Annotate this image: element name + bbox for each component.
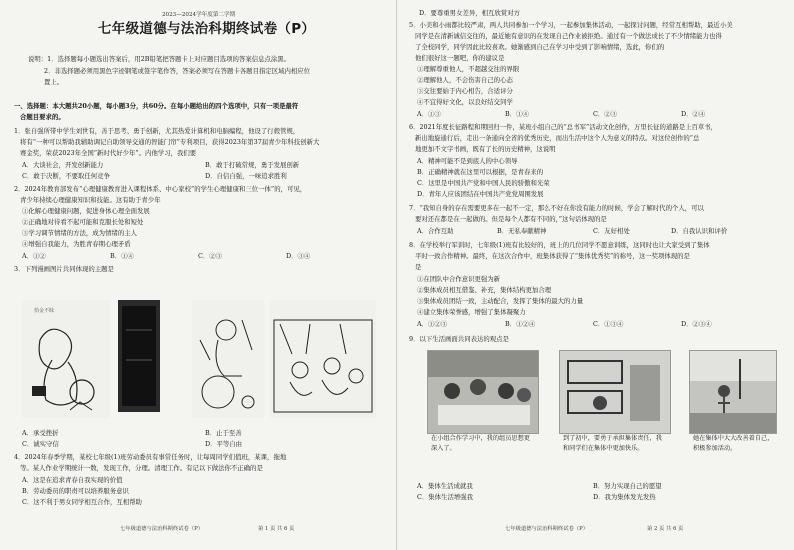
statement-item: ④建立集体荣誉感，增强了集体凝聚力 [417,308,526,316]
option-d: D．③④ [286,252,311,260]
statement-item: ③学习调节情绪的方法，成为情绪的主人 [22,229,138,237]
option-d: D．②③④ [681,320,712,328]
page-footer-title: 七年级道德与法治科期终试卷（P） [505,526,589,532]
option-a: A．承受挫折 [22,429,59,437]
option-b: B．劳动委员的职责可以培养服务意识 [22,487,129,495]
option-a: A．集体生活成就我 [417,482,473,490]
question-8-text: 平时一致合作精神。最终，在这次合作中，班集体获得了“集体优秀奖”的称号，这一奖项体现的是 [415,252,690,260]
option-a: A．①②③ [417,320,448,328]
question-7-text: 要对还在都是在一起做的。但是每个人都有不同的，”这句话体现的是 [415,215,607,223]
option-a: A．①② [22,252,46,260]
cartoon-label: 拾金不昧 [34,308,55,314]
option-d: D．青年人应该团结在中国共产党党周围发展 [417,190,544,198]
question-9-text: 9．以下生活画面共同表达的观点是 [409,335,509,343]
option-d: D．自我认识和评价 [671,227,728,235]
statement-item: ③集体成员团结一致，主动配合，发挥了集体的最大的力量 [417,297,584,305]
option-c: C．②③ [198,252,223,260]
option-d: D．要尊重男女差异，相互欣赏对方 [419,9,520,17]
photo-caption: 在小组合作学习中，我的组员思想更深入了。 [431,435,530,452]
question-5-text: 了全校同学，同学因此比较喜欢。她渐感到自己在学习中受到了影响情绪，选此，你们的 [415,43,665,51]
section-heading: 一、选择题：本大题共20小题，每小题3分，共60分。在每小题给出的四个选项中，只有一项是最符 [14,102,299,110]
question-1-text: 赛金奖，荣获2023年全国“新时代好少年”。内他学习，我们要 [20,149,197,157]
note-line: 说明：1．选择题每小题选出答案后，用2B铅笔把答题卡上对应题目选项的答案信息点涂黑。 [28,55,291,63]
photo-basketball [689,350,777,434]
option-c: C．敢于决断，不要取任何竞争 [22,172,110,180]
option-c: C．友好相处 [593,227,630,235]
option-c: C．②③ [593,110,618,118]
statement-item: ①在团队中合作意识更强为新 [417,275,501,283]
option-d: D．我为集体发光发热 [593,493,656,501]
question-4-text: 4．2024年春季学期，某校七年级(1)班劳动委员有事常任务时，让每周同学们值班，某课，拖地 [14,453,287,461]
question-5-text: 5．小美和小雨都比较严肃，两人共同参加一个学习，一起参加集体活动，一起探讨问题，经常互相帮助，最近小美 [409,21,733,29]
question-8-text: 是 [415,263,422,271]
cartoon-wallet-picture [22,300,110,418]
option-c: C．集体生活增强我 [417,493,474,501]
question-1-text: 将有“一种可以帮助我辅助调记自助领导交通的智能门帘”专利项目，获得2023年第37届青少年科技创新大 [20,138,320,146]
option-d: D．自信自强，一味追求胜利 [205,172,287,180]
exam-title: 七年级道德与法治科期终试卷（P） [98,21,316,37]
page-footer-number: 第 2 页 共 6 页 [647,526,684,532]
statement-item: ④增强自我能力，为胜青春期心理矛盾 [22,240,131,248]
option-b: B．正确精神就在这里可以根据，是青春来的 [417,168,544,176]
cartoon-figure-picture [118,300,160,412]
option-b: B．①④ [110,252,134,260]
photo-dormitory [559,350,671,434]
option-d: D．平等自由 [205,440,243,448]
question-2-text: 青少年持续心理健康知识和技能。这有助于青少年 [20,196,161,204]
right-page [397,0,794,550]
statement-item: ②理解他人，不会伤害自己的心态 [417,76,513,84]
question-6-text: 地更加不文字书画，既有了长的历史精神，这说明 [415,145,556,153]
option-b: B．无私奉献精神 [497,227,547,235]
question-1-text: 1．张自强所带中学生刘世有，善于思考、勇于创新，尤其热爱计算机和电脑编程，他设了行毂管规， [14,127,300,135]
option-d: D．②④ [681,110,706,118]
cartoon-bus-picture [270,300,376,418]
photo-group-study [427,350,539,434]
option-b: B．敢于打破常规，勇于发展创新 [205,161,300,169]
statement-item: ①化解心理健康问题，促进身体心理全面发展 [22,207,150,215]
page-footer-title: 七年级道德与法治科期终试卷（P） [120,526,204,532]
statement-item: ④不宜得好文化，以良好结交同学 [417,98,513,106]
statement-item: ③交往要始于内心相告，合适评分 [417,87,513,95]
option-a: A．大谈社会，开发创新能力 [22,161,104,169]
question-4-text: 等。某人作业学期统计一数，发现工作，分理。清理工作。有记以下做法你不正确的是 [20,464,263,472]
question-6-text: 6．2021年度长征路程和期回归一件，某班小组自己的“总书军”活动文化创作，万里长征的道路是上百草书， [409,123,718,131]
option-a: A．合作互助 [417,227,454,235]
statement-item: ①理解尊重他人，不超越交往的界限 [417,65,520,73]
photo-caption: 到了初中，要勇于承担集体责任，我和同学们在集体中更加快乐。 [563,435,662,452]
note-line: 置上。 [44,78,64,86]
question-2-text: 2．2024年教育部发布“心理健康教育进入课程体系、中心家校”的学生心理健康和三位一体”的，可见， [14,185,307,193]
option-c: C．诚实守信 [22,440,59,448]
question-3-text: 3．下列漫画图片共同体现的主题是 [14,265,114,273]
cartoon-wheelchair-picture [192,300,264,418]
question-6-text: 新出地旋通行后，走出一条通向全省的优秀历史，而出生活中这个人为意义的特点。对这位创作的“总 [415,134,700,142]
statement-item: ②集体成员相互借鉴、补充，集体结构更加合理 [417,286,552,294]
option-a: A．精神可能不是到底人的中心领导 [417,157,518,165]
page-footer-number: 第 1 页 共 6 页 [258,526,295,532]
photo-caption: 她在集体中大大改善着自己，积极参加活动。 [693,435,774,452]
option-b: B．①④ [505,110,529,118]
option-a: A．①③ [417,110,441,118]
option-b: B．努力实现自己的愿望 [593,482,662,490]
question-5-text: 同学是在清新诚信交往的，最近她有意识的在发现自己作业被拒绝。通过有一个做法成长了不少情绪能力也得 [415,32,722,40]
section-heading: 合题目要求的。 [20,113,65,121]
option-a: A．这是在追求青春自我实现的价值 [22,476,123,484]
term-header: 2023—2024学年度第二学期 [162,12,236,18]
question-8-text: 8．在学校举行军训时，七年级(1)班有比较好的，班上的几位同学不愿意训练，这同时也让大家受到了集体 [409,241,710,249]
statement-item: ②正确地对待看不起可能和克服长处和短处 [22,218,144,226]
option-c: C．①③④ [593,320,624,328]
question-5-text: 他们很好这一题吧，你的建议是 [415,54,505,62]
option-c: C．这里是中国共产党和中国人民的骄傲和光荣 [417,179,550,187]
option-b: B．①②④ [505,320,536,328]
note-line: 2．非选择题必须用黑色字迹钢笔或签字笔作答，答案必须写在答题卡各题目指定区域内相应位 [44,67,311,75]
option-b: B．止于至善 [205,429,242,437]
question-7-text: 7．“我知自身的存在需要更多在一起不一定，那么不好在你没有能力的时候，学会了解时代的个人，可以 [409,204,704,212]
option-c: C．这不利于男女同学相互合作，互相帮助 [22,498,142,506]
